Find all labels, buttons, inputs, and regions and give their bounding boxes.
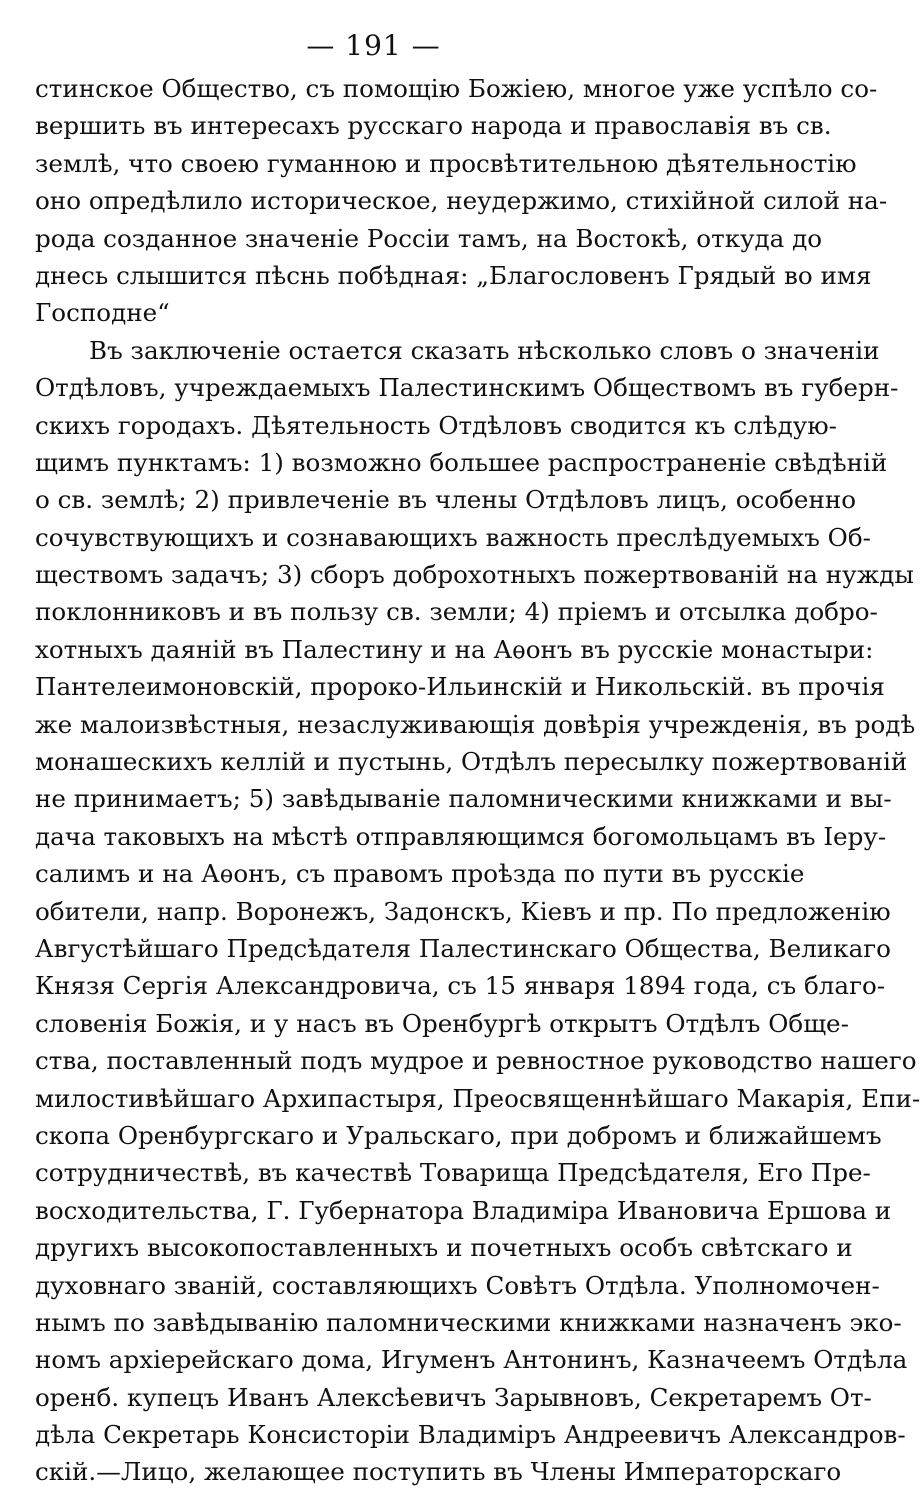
text-line: скій.—Лицо, желающее поступить въ Члены Императорскаго [35,1457,842,1487]
text-line: монашескихъ келлій и пустынь, Отдѣлъ пересылку пожертвованій [35,747,908,777]
text-line: землѣ, что своею гуманною и просвѣтительною дѣятельностію [35,148,857,178]
text-line: не принимаетъ; 5) завѣдываніе паломническими книжками и вы- [35,784,892,814]
text-line: щимъ пунктамъ: 1) возможно большее распространеніе свѣдѣній [35,447,888,477]
text-line: оренб. купецъ Иванъ Алексѣевичъ Зарывновъ, Секретаремъ От- [35,1382,872,1412]
text-line: ства, поставленный подъ мудрое и ревностное руководство нашего [35,1046,917,1076]
page-number: — 191 — [306,29,441,62]
text-line: скихъ городахъ. Дѣятельность Отдѣловъ сводится къ слѣдую- [35,410,837,440]
text-line: духовнаго званій, составляющихъ Совѣтъ Отдѣла. Уполномочен- [35,1270,880,1300]
paragraph-2 [35,332,920,1491]
text-line: дѣла Секретарь Консисторіи Владиміръ Андреевичъ Александров- [35,1420,906,1450]
text-line: Въ заключеніе остается сказать нѣсколько словъ о значеніи [89,335,880,365]
text-line: хотныхъ даяній въ Палестину и на Аѳонъ въ русскіе монастыри: [35,634,874,664]
text-line: о св. землѣ; 2) привлеченіе въ члены Отдѣловъ лицъ, особенно [35,485,857,515]
text-line: салимъ и на Аѳонъ, съ правомъ проѣзда по пути въ русскіе [35,859,805,889]
text-line: рода созданное значеніе Россіи тамъ, на Востокѣ, откуда до [35,223,823,253]
text-line: милостивѣйшаго Архипастыря, Преосвященнѣйшаго Макарія, Епи- [35,1083,920,1113]
text-line: номъ архіерейскаго дома, Игуменъ Антонинъ, Казначеемъ Отдѣла [35,1345,908,1375]
text-line: поклонниковъ и въ пользу св. земли; 4) пріемъ и отсылка добро- [35,597,878,627]
text-line: Августѣйшаго Предсѣдателя Палестинскаго Общества, Великаго [35,933,891,963]
text-line: стинское Общество, съ помощію Божіею, многое уже успѣло со- [35,74,878,103]
text-line: вершить въ интересахъ русскаго народа и православія въ св. [35,111,832,141]
text-line: днесь слышится пѣснь побѣдная: „Благословенъ Грядый во имя [35,260,872,290]
paragraph-1 [35,70,888,332]
text-line: другихъ высокопоставленныхъ и почетныхъ особъ свѣтскаго и [35,1233,853,1263]
text-line: же малоизвѣстныя, незаслуживающія довѣрія учрежденія, въ родѣ [35,709,916,739]
text-line: Князя Сергія Александровича, съ 15 января 1894 года, съ благо- [35,971,886,1001]
text-line: нымъ по завѣдыванію паломническими книжками назначенъ эко- [35,1307,902,1337]
text-line: Господне“ [35,298,170,328]
text-line: скопа Оренбургскаго и Уральскаго, при добромъ и ближайшемъ [35,1120,882,1150]
text-line: дача таковыхъ на мѣстѣ отправляющимся богомольцамъ въ Іеру- [35,821,887,851]
text-line: оно опредѣлило историческое, неудержимо, стихійной силой на- [35,186,888,216]
text-line: Пантелеимоновскій, пророко-Ильинскій и Никольскій. въ прочія [35,672,885,702]
text-line: сотрудничествѣ, въ качествѣ Товарища Предсѣдателя, Его Пре- [35,1158,871,1188]
text-line: ществомъ задачъ; 3) сборъ доброхотныхъ пожертвованій на нужды [35,560,914,590]
text-line: сочувствующихъ и сознавающихъ важность преслѣдуемыхъ Об- [35,522,871,552]
text-line: восходительства, Г. Губернатора Владиміра Ивановича Ершова и [35,1195,892,1225]
text-line: обители, напр. Воронежъ, Задонскъ, Кіевъ и пр. По предложенію [35,896,891,926]
text-line: Отдѣловъ, учреждаемыхъ Палестинскимъ Обществомъ въ губерн- [35,373,899,403]
text-line: словенія Божія, и у насъ въ Оренбургѣ открытъ Отдѣлъ Обще- [35,1008,849,1038]
